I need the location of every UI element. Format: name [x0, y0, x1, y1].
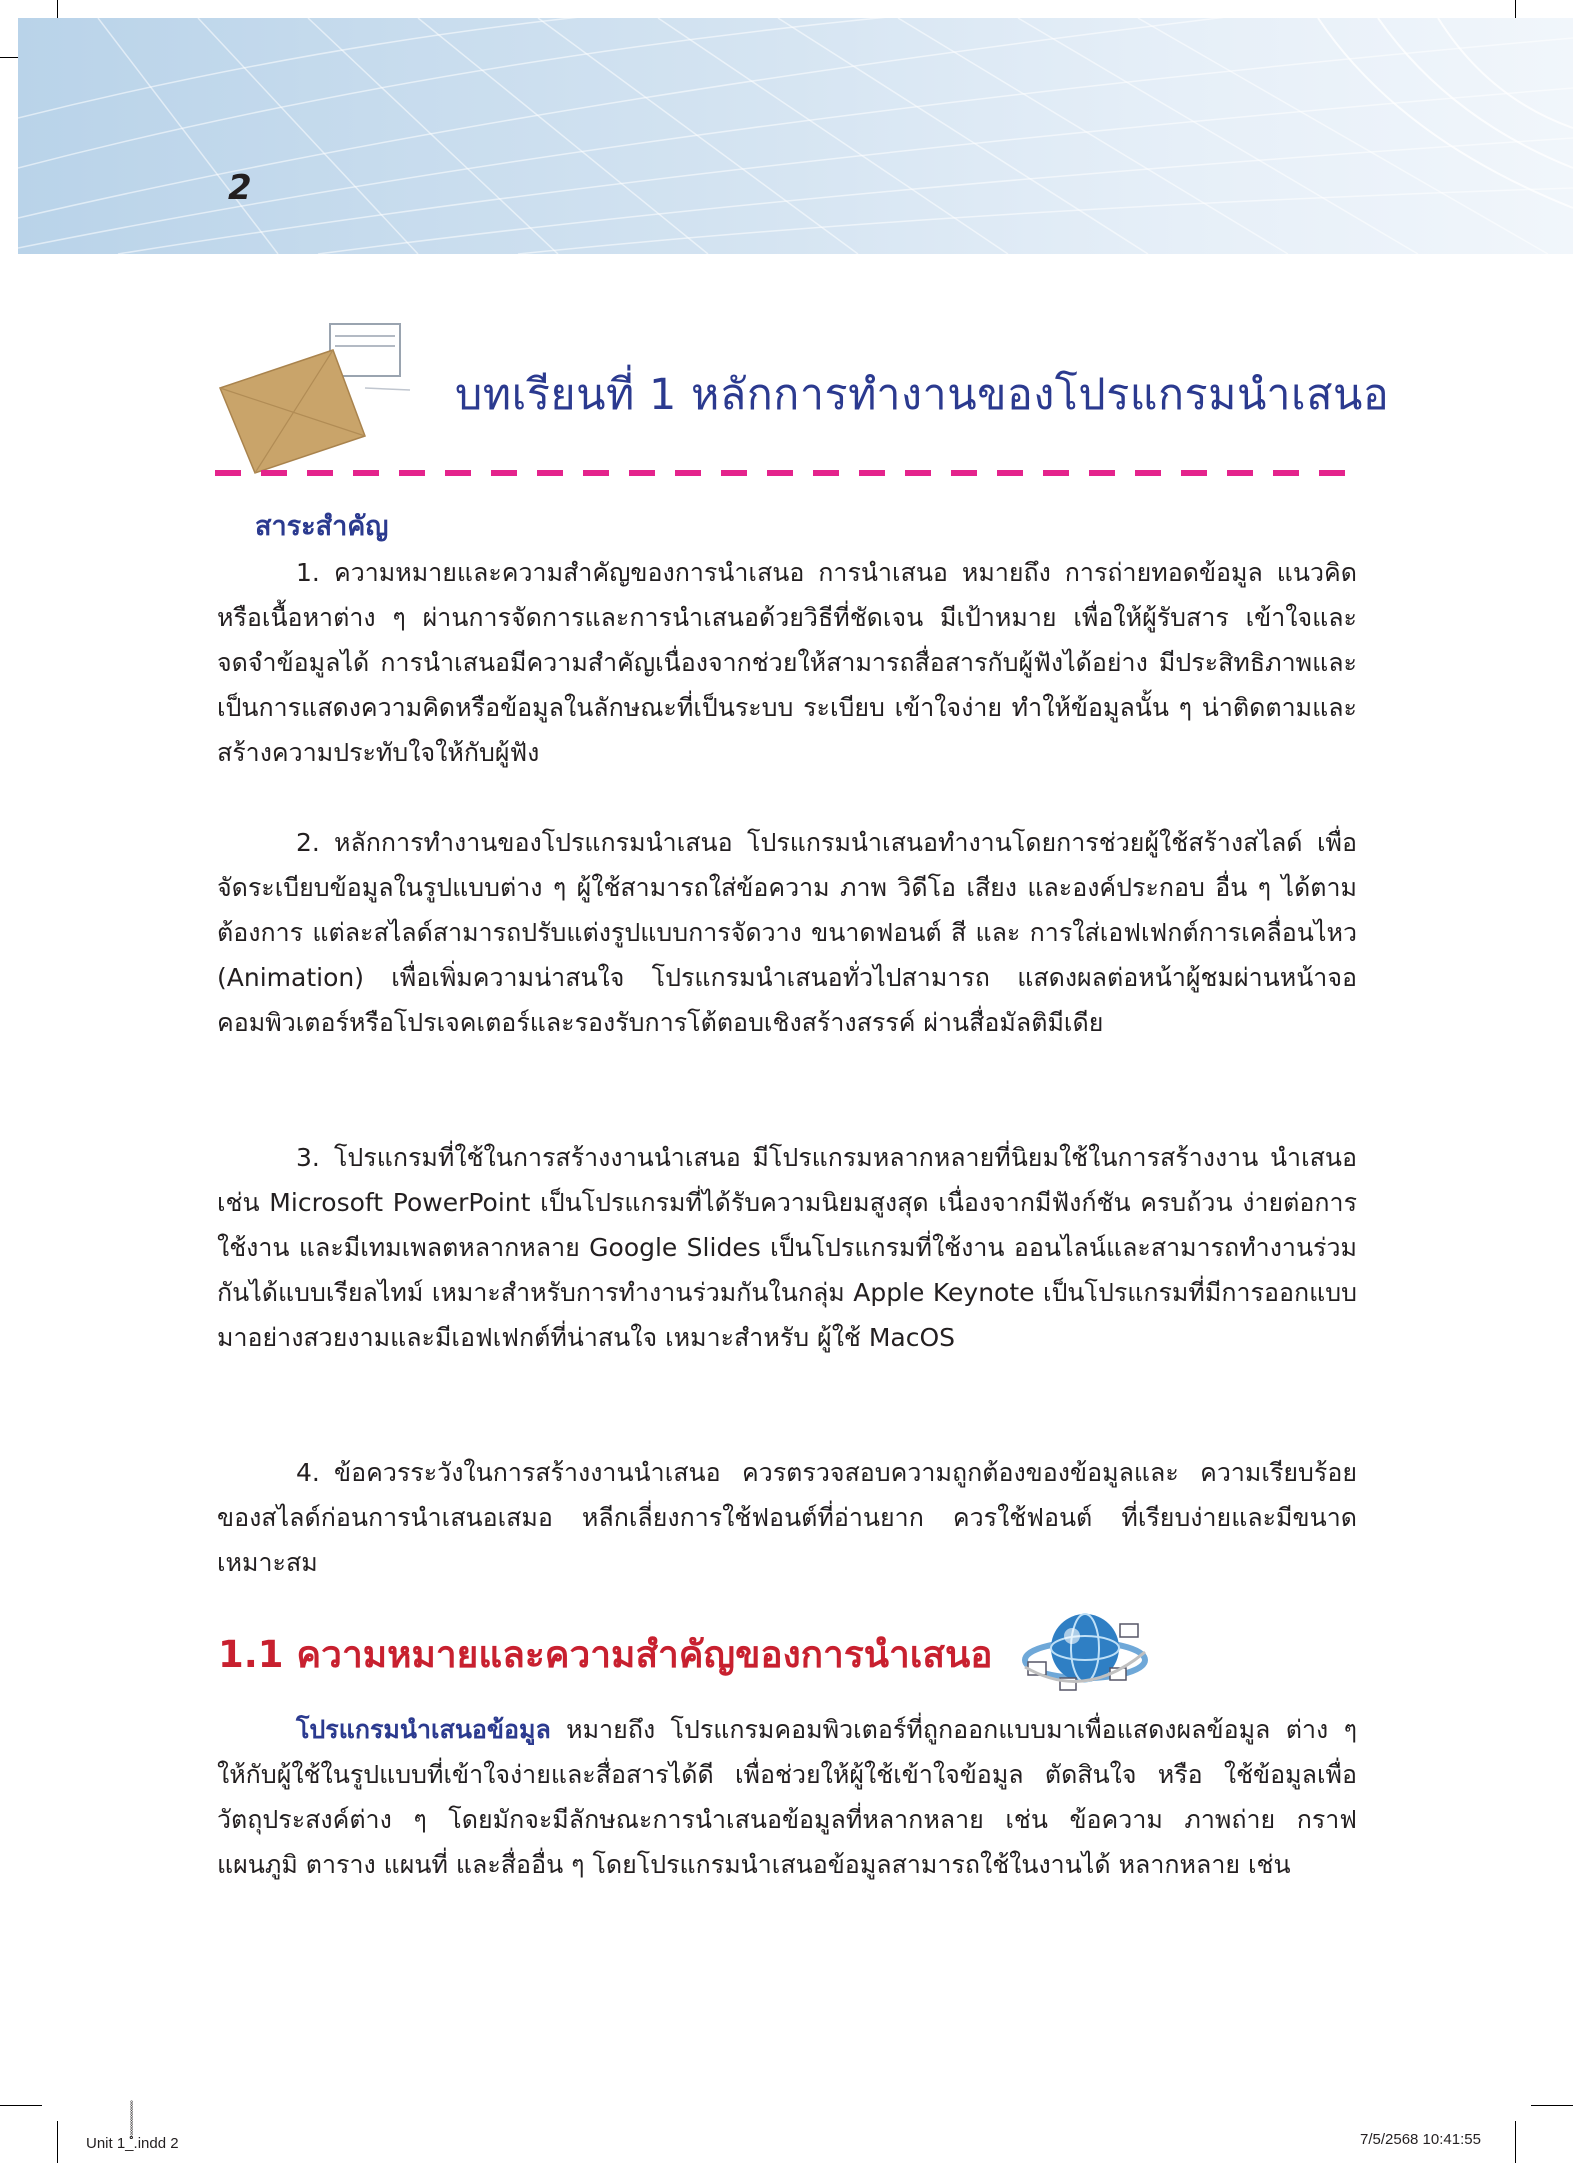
key-point-number: 2.: [296, 828, 320, 857]
header-band: [18, 18, 1573, 254]
key-point-3: [217, 1135, 1357, 1360]
section-heading: 1.1 ความหมายและความสำคัญของการนำเสนอ: [218, 1633, 993, 1676]
header-grid-pattern: [18, 18, 1573, 254]
globe-media-icon: [1020, 1602, 1150, 1706]
crop-mark: [57, 2121, 58, 2163]
dashed-divider: [215, 470, 1355, 476]
highlighted-term: โปรแกรมนำเสนอข้อมูล: [296, 1715, 551, 1744]
key-point-number: 4.: [296, 1458, 320, 1487]
key-point-1: [217, 550, 1357, 775]
key-point-2: [217, 820, 1357, 1045]
key-point-text: หลักการทำงานของโปรแกรมนำเสนอ โปรแกรมนำเสนอทำงานโดยการช่วยผู้ใช้สร้างสไลด์ เพื่อจัดระเบียบข้อมูลในรูปแบบต่าง ๆ ผู้ใช้สามารถใส่ข้อความ ภาพ วิดีโอ เสียง และองค์ประกอบ อื่น ๆ ได้ตามต้องการ แต่ละสไลด์สามารถปรับแต่งรูปแบบการจัดวาง ขนาดฟอนต์ สี และ การใส่เอฟเฟกต์การเคลื่อนไหว (Animation) เพื่อเพิ่มความน่าสนใจ โปรแกรมนำเสนอทั่วไปสามารถ แสดงผลต่อหน้าผู้ชมผ่านหน้าจอคอมพิวเตอร์หรือโปรเจคเตอร์และรองรับการโต้ตอบเชิงสร้างสรรค์ ผ่านสื่อมัลติมีเดีย: [217, 828, 1357, 1037]
key-point-4: [217, 1450, 1357, 1585]
crop-mark: [1515, 2121, 1516, 2163]
key-point-number: 3.: [296, 1143, 320, 1172]
section-paragraph: [217, 1707, 1357, 1887]
footer-file-name: Unit 1_ํํํํํํํํํํํํํํํ.indd 2: [86, 2135, 179, 2152]
crop-mark: [0, 2105, 42, 2106]
key-point-text: ความหมายและความสำคัญของการนำเสนอ การนำเสนอ หมายถึง การถ่ายทอดข้อมูล แนวคิด หรือเนื้อหาต่าง ๆ ผ่านการจัดการและการนำเสนอด้วยวิธีที่ชัดเจน มีเป้าหมาย เพื่อให้ผู้รับสาร เข้าใจและจดจำข้อมูลได้ การนำเสนอมีความสำคัญเนื่องจากช่วยให้สามารถสื่อสารกับผู้ฟังได้อย่าง มีประสิทธิภาพและเป็นการแสดงความคิดหรือข้อมูลในลักษณะที่เป็นระบบ ระเบียบ เข้าใจง่าย ทำให้ข้อมูลนั้น ๆ น่าติดตามและสร้างความประทับใจให้กับผู้ฟัง: [217, 558, 1357, 767]
lesson-title: บทเรียนที่ 1 หลักการทำงานของโปรแกรมนำเสนอ: [455, 370, 1390, 420]
paper-envelope-icon: [215, 318, 415, 482]
footer-timestamp: 7/5/2568 10:41:55: [1360, 2131, 1481, 2148]
key-point-text: ข้อควรระวังในการสร้างงานนำเสนอ ควรตรวจสอบความถูกต้องของข้อมูลและ ความเรียบร้อยของสไลด์ก่อนการนำเสนอเสมอ หลีกเลี่ยงการใช้ฟอนต์ที่อ่านยาก ควรใช้ฟอนต์ ที่เรียบง่ายและมีขนาดเหมาะสม: [217, 1458, 1357, 1577]
key-points-heading: สาระสำคัญ: [255, 511, 389, 542]
page-number: 2: [228, 168, 252, 208]
crop-mark: [1531, 2105, 1573, 2106]
key-point-number: 1.: [296, 558, 320, 587]
section-text: หมายถึง โปรแกรมคอมพิวเตอร์ที่ถูกออกแบบมาเพื่อแสดงผลข้อมูล ต่าง ๆ ให้กับผู้ใช้ในรูปแบบที่เข้าใจง่ายและสื่อสารได้ดี เพื่อช่วยให้ผู้ใช้เข้าใจข้อมูล ตัดสินใจ หรือ ใช้ข้อมูลเพื่อวัตถุประสงค์ต่าง ๆ โดยมักจะมีลักษณะการนำเสนอข้อมูลที่หลากหลาย เช่น ข้อความ ภาพถ่าย กราฟ แผนภูมิ ตาราง แผนที่ และสื่ออื่น ๆ โดยโปรแกรมนำเสนอข้อมูลสามารถใช้ในงานได้ หลากหลาย เช่น: [217, 1715, 1357, 1879]
key-point-text: โปรแกรมที่ใช้ในการสร้างงานนำเสนอ มีโปรแกรมหลากหลายที่นิยมใช้ในการสร้างงาน นำเสนอ เช่น Microsoft PowerPoint เป็นโปรแกรมที่ได้รับความนิยมสูงสุด เนื่องจากมีฟังก์ชัน ครบถ้วน ง่ายต่อการใช้งาน และมีเทมเพลตหลากหลาย Google Slides เป็นโปรแกรมที่ใช้งาน ออนไลน์และสามารถทำงานร่วมกันได้แบบเรียลไทม์ เหมาะสำหรับการทำงานร่วมกันในกลุ่ม Apple Keynote เป็นโปรแกรมที่มีการออกแบบมาอย่างสวยงามและมีเอฟเฟกต์ที่น่าสนใจ เหมาะสำหรับ ผู้ใช้ MacOS: [217, 1143, 1357, 1352]
